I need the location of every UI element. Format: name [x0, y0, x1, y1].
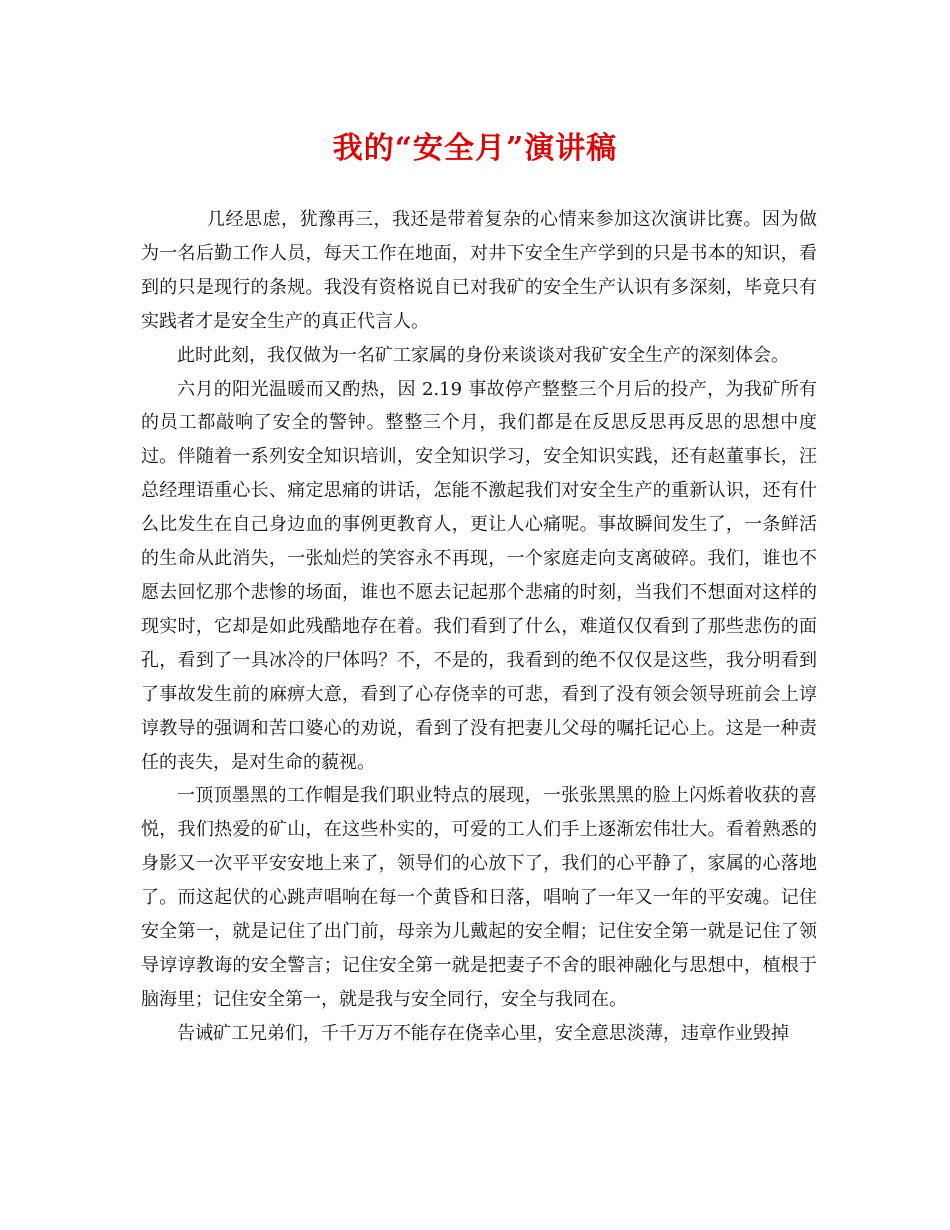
paragraph: 六月的阳光温暖而又酌热，因 2.19 事故停产整整三个月后的投产，为我矿所有的员工都敲响了安全的警钟。整整三个月，我们都是在反思反思再反思的思想中度过。伴随着一系列安全知识培训，安全知识学习，安全知识实践，还有赵董事长，汪总经理语重心长、痛定思痛的讲话，怎能不激起我们对安全生产的重新认识，还有什么比发生在自己身边血的事例更教育人，更让人心痛呢。事故瞬间发生了，一条鲜活的生命从此消失，一张灿烂的笑容永不再现，一个家庭走向支离破碎。我们，谁也不愿去回忆那个悲惨的场面，谁也不愿去记起那个悲痛的时刻，当我们不想面对这样的现实时，它却是如此残酷地存在着。我们看到了什么，难道仅仅看到了那些悲伤的面孔，看到了一具冰冷的尸体吗？不，不是的，我看到的绝不仅仅是这些，我分明看到了事故发生前的麻痹大意，看到了心存侥幸的可悲，看到了没有领会领导班前会上谆谆教导的强调和苦口婆心的劝说，看到了没有把妻儿父母的嘱托记心上。这是一种责任的丧失，是对生命的藐视。 — [141, 378, 817, 773]
paragraph: 一顶顶墨黑的工作帽是我们职业特点的展现，一张张黑黑的脸上闪烁着收获的喜悦，我们热爱的矿山，在这些朴实的，可爱的工人们手上逐渐宏伟壮大。看着熟悉的身影又一次平平安安地上来了，领导们的心放下了，我们的心平静了，家属的心落地了。而这起伏的心跳声唱响在每一个黄昏和日落，唱响了一年又一年的平安魂。记住安全第一，就是记住了出门前，母亲为儿戴起的安全帽；记住安全第一就是记住了领导谆谆教诲的安全警言；记住安全第一就是把妻子不舍的眼神融化与思想中，植根于脑海里；记住安全第一，就是我与安全同行，安全与我同在。 — [141, 785, 817, 1010]
paragraph: 此时此刻，我仅做为一名矿工家属的身份来谈谈对我矿安全生产的深刻体会。 — [177, 344, 789, 366]
paragraph: 几经思虑，犹豫再三，我还是带着复杂的心情来参加这次演讲比赛。因为做为一名后勤工作人员，每天工作在地面，对井下安全生产学到的只是书本的知识，看到的只是现行的条规。我没有资格说自已对我矿的安全生产认识有多深刻，毕竟只有实践者才是安全生产的真正代言人。 — [141, 209, 817, 332]
document-title: 我的“安全月”演讲稿 — [332, 131, 618, 166]
document-body — [141, 203, 817, 1051]
paragraph: 告诫矿工兄弟们，千千万万不能存在侥幸心里，安全意思淡薄，违章作业毁掉 — [177, 1022, 789, 1044]
